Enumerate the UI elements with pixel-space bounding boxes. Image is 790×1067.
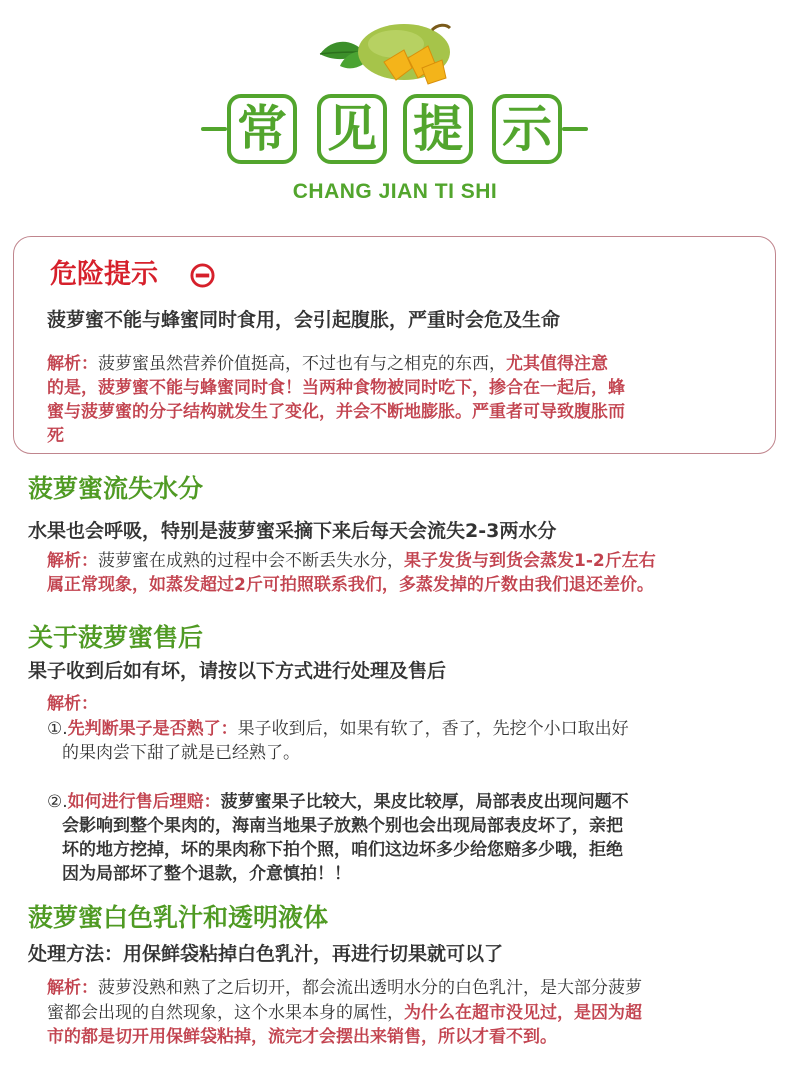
after-sales-item-2-text-1: 菠萝蜜果子比较大，果皮比较厚，局部表皮出现问题不 — [220, 792, 629, 812]
latex-note-text-1: 菠萝没熟和熟了之后切开，都会流出透明水分的白色乳汁，是大部分菠萝 — [98, 978, 642, 998]
after-sales-item-2-line-4 — [62, 860, 351, 888]
after-sales-item-2-text-4: 因为局部坏了整个退款，介意慎拍！！ — [62, 864, 351, 884]
danger-note-line-3 — [47, 398, 625, 426]
water-loss-note-highlight-2: 属正常现象，如蒸发超过2斤可拍照联系我们，多蒸发掉的斤数由我们退还差价。 — [47, 575, 654, 595]
header-rule-right — [562, 127, 588, 131]
jackfruit-illustration — [312, 16, 462, 88]
danger-title: 危险提示 — [50, 259, 158, 290]
water-loss-statement: 水果也会呼吸，特别是菠萝蜜采摘下来后每天会流失2-3两水分 — [28, 520, 557, 542]
danger-note-highlight-4: 死 — [47, 426, 64, 446]
water-loss-title: 菠萝蜜流失水分 — [28, 474, 204, 503]
after-sales-item-1-line-2: 的果肉尝下甜了就是已经熟了。 — [62, 743, 300, 763]
header-rule-left — [201, 127, 227, 131]
danger-statement: 菠萝蜜不能与蜂蜜同时食用，会引起腹胀，严重时会危及生命 — [47, 309, 561, 331]
header-title-char-3: 提 — [403, 94, 473, 164]
latex-note-label: 解析： — [47, 978, 98, 998]
latex-statement: 处理方法：用保鲜袋粘掉白色乳汁，再进行切果就可以了 — [28, 943, 504, 965]
after-sales-item-2-number: ②. — [47, 792, 68, 812]
after-sales-title: 关于菠萝蜜售后 — [28, 623, 204, 652]
after-sales-item-2-text-2: 会影响到整个果肉的，海南当地果子放熟个别也会出现局部表皮坏了，亲把 — [62, 816, 623, 836]
after-sales-item-1-heading: 先判断果子是否熟了： — [67, 719, 238, 739]
danger-note-text-1a: 菠萝蜜虽然营养价值挺高，不过也有与之相克的东西， — [98, 354, 506, 374]
header-title-char-4: 示 — [492, 94, 562, 164]
danger-note-label: 解析： — [47, 354, 98, 374]
latex-note-highlight-3: 市的都是切开用保鲜袋粘掉，流完才会摆出来销售，所以才看不到。 — [47, 1027, 557, 1047]
latex-note-line-3 — [47, 1023, 557, 1051]
latex-note-text-2a: 蜜都会出现的自然现象，这个水果本身的属性， — [47, 1003, 404, 1023]
water-loss-note-text-1a: 菠萝蜜在成熟的过程中会不断丢失水分， — [98, 551, 404, 571]
danger-note-highlight-2: 的是，菠萝蜜不能与蜂蜜同时食！当两种食物被同时吃下，掺合在一起后，蜂 — [47, 378, 625, 398]
water-loss-note-highlight-1b: 果子发货与到货会蒸发1-2斤左右 — [404, 551, 656, 571]
after-sales-item-2-heading: 如何进行售后理赔： — [67, 792, 221, 812]
water-loss-note-label: 解析： — [47, 551, 98, 571]
danger-note-highlight-1b: 尤其值得注意 — [506, 354, 608, 374]
header-subtitle: CHANG JIAN TI SHI — [292, 180, 498, 203]
latex-note-highlight-2b: 为什么在超市没见过，是因为超 — [404, 1003, 642, 1023]
after-sales-item-1-number: ①. — [47, 719, 68, 739]
latex-note-line-1 — [47, 974, 642, 1002]
after-sales-statement: 果子收到后如有坏，请按以下方式进行处理及售后 — [28, 660, 447, 682]
after-sales-item-1-text-1: 果子收到后，如果有软了，香了，先挖个小口取出好 — [237, 719, 629, 739]
danger-note-line-4 — [47, 422, 64, 450]
header-title-char-1: 常 — [227, 94, 297, 164]
no-entry-icon — [190, 263, 215, 288]
header-title-char-2: 见 — [317, 94, 387, 164]
latex-title: 菠萝蜜白色乳汁和透明液体 — [28, 903, 329, 932]
after-sales-item-2-text-3: 坏的地方挖掉，坏的果肉称下拍个照，咱们这边坏多少给您赔多少哦，拒绝 — [62, 840, 623, 860]
danger-note-highlight-3: 蜜与菠萝蜜的分子结构就发生了变化，并会不断地膨胀。严重者可导致腹胀而 — [47, 402, 625, 422]
after-sales-note-label-line — [47, 690, 98, 718]
water-loss-note-line-2 — [47, 571, 654, 599]
after-sales-note-label: 解析： — [47, 694, 98, 714]
